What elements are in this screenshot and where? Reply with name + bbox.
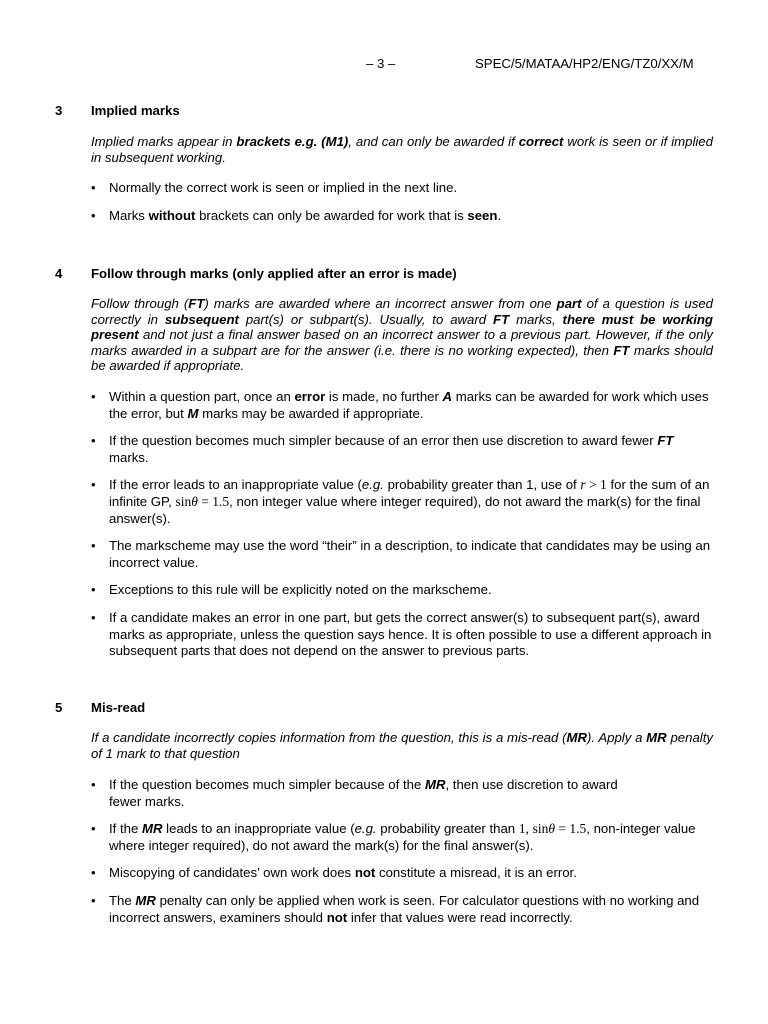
section-number: 5 (55, 700, 63, 715)
bullet-list (91, 180, 713, 235)
bullet-item: • Marks without brackets can only be awarded for work that is seen. (91, 208, 713, 225)
bullet-item: • Within a question part, once an error is made, no further A marks can be awarded for work which uses the error, but M marks may be awarded if appropriate. (91, 389, 713, 422)
bullet-item: • Exceptions to this rule will be explicitly noted on the markscheme. (91, 582, 713, 599)
document-reference: SPEC/5/MATAA/HP2/ENG/TZ0/XX/M (475, 56, 694, 71)
math-expression: sinθ = 1.5 (532, 821, 587, 837)
bullet-list (91, 777, 713, 937)
bullet-item: • If a candidate makes an error in one part, but gets the correct answer(s) to subsequent part(s), award marks as appropriate, unless the question says hence. It is often possible to use a different approach in subsequent parts that does not depend on the answer to previous parts. (91, 610, 713, 660)
section-title: Follow through marks (only applied after an error is made) (91, 266, 457, 281)
section-intro: If a candidate incorrectly copies information from the question, this is a mis-read (MR). Apply a MR penalty of 1 mark to that question (91, 730, 713, 761)
bullet-list (91, 389, 713, 671)
bullet-item: • The markscheme may use the word “their” in a description, to indicate that candidates may be using an incorrect value. (91, 538, 713, 571)
bullet-item: • If the question becomes much simpler because of an error then use discretion to award fewer FT marks. (91, 433, 713, 466)
bullet-item: • If the question becomes much simpler because of the MR, then use discretion to award fewer marks. (91, 777, 713, 810)
math-expression: r > 1 (580, 477, 607, 493)
section-title: Mis-read (91, 700, 146, 715)
bullet-item: • The MR penalty can only be applied when work is seen. For calculator questions with no working and incorrect answers, examiners should not infer that values were read incorrectly. (91, 893, 713, 926)
page-number: – 3 – (366, 56, 396, 71)
bullet-item: • Normally the correct work is seen or implied in the next line. (91, 180, 713, 197)
section-title: Implied marks (91, 103, 180, 118)
section-number: 4 (55, 266, 63, 281)
math-number: 1, (518, 821, 529, 837)
bullet-item: • Miscopying of candidates’ own work does not constitute a misread, it is an error. (91, 865, 713, 882)
section-intro: Follow through (FT) marks are awarded where an incorrect answer from one part of a question is used correctly in subsequent part(s) or subpart(s). Usually, to award FT marks, there must be working present and not just a final answer based on an incorrect answer to a previous part. However, if the only marks awarded in a subpart are for the answer (i.e. there is no working expected), then FT marks should be awarded if appropriate. (91, 296, 714, 374)
bullet-item: • If the MR leads to an inappropriate value (e.g. probability greater than 1, sinθ = 1.5, non-integer value where integer required), do not award the mark(s) for the final answer(s). (91, 821, 713, 854)
section-intro: Implied marks appear in brackets e.g. (M1), and can only be awarded if correct work is seen or if implied in subsequent working. (91, 134, 713, 165)
section-number: 3 (55, 103, 63, 118)
bullet-item: • If the error leads to an inappropriate value (e.g. probability greater than 1, use of r > 1 for the sum of an infinite GP, sinθ = 1.5, non integer value where integer required), do not award the mark(s) for the final answer(s). (91, 477, 713, 527)
math-expression: sinθ = 1.5 (175, 493, 230, 509)
